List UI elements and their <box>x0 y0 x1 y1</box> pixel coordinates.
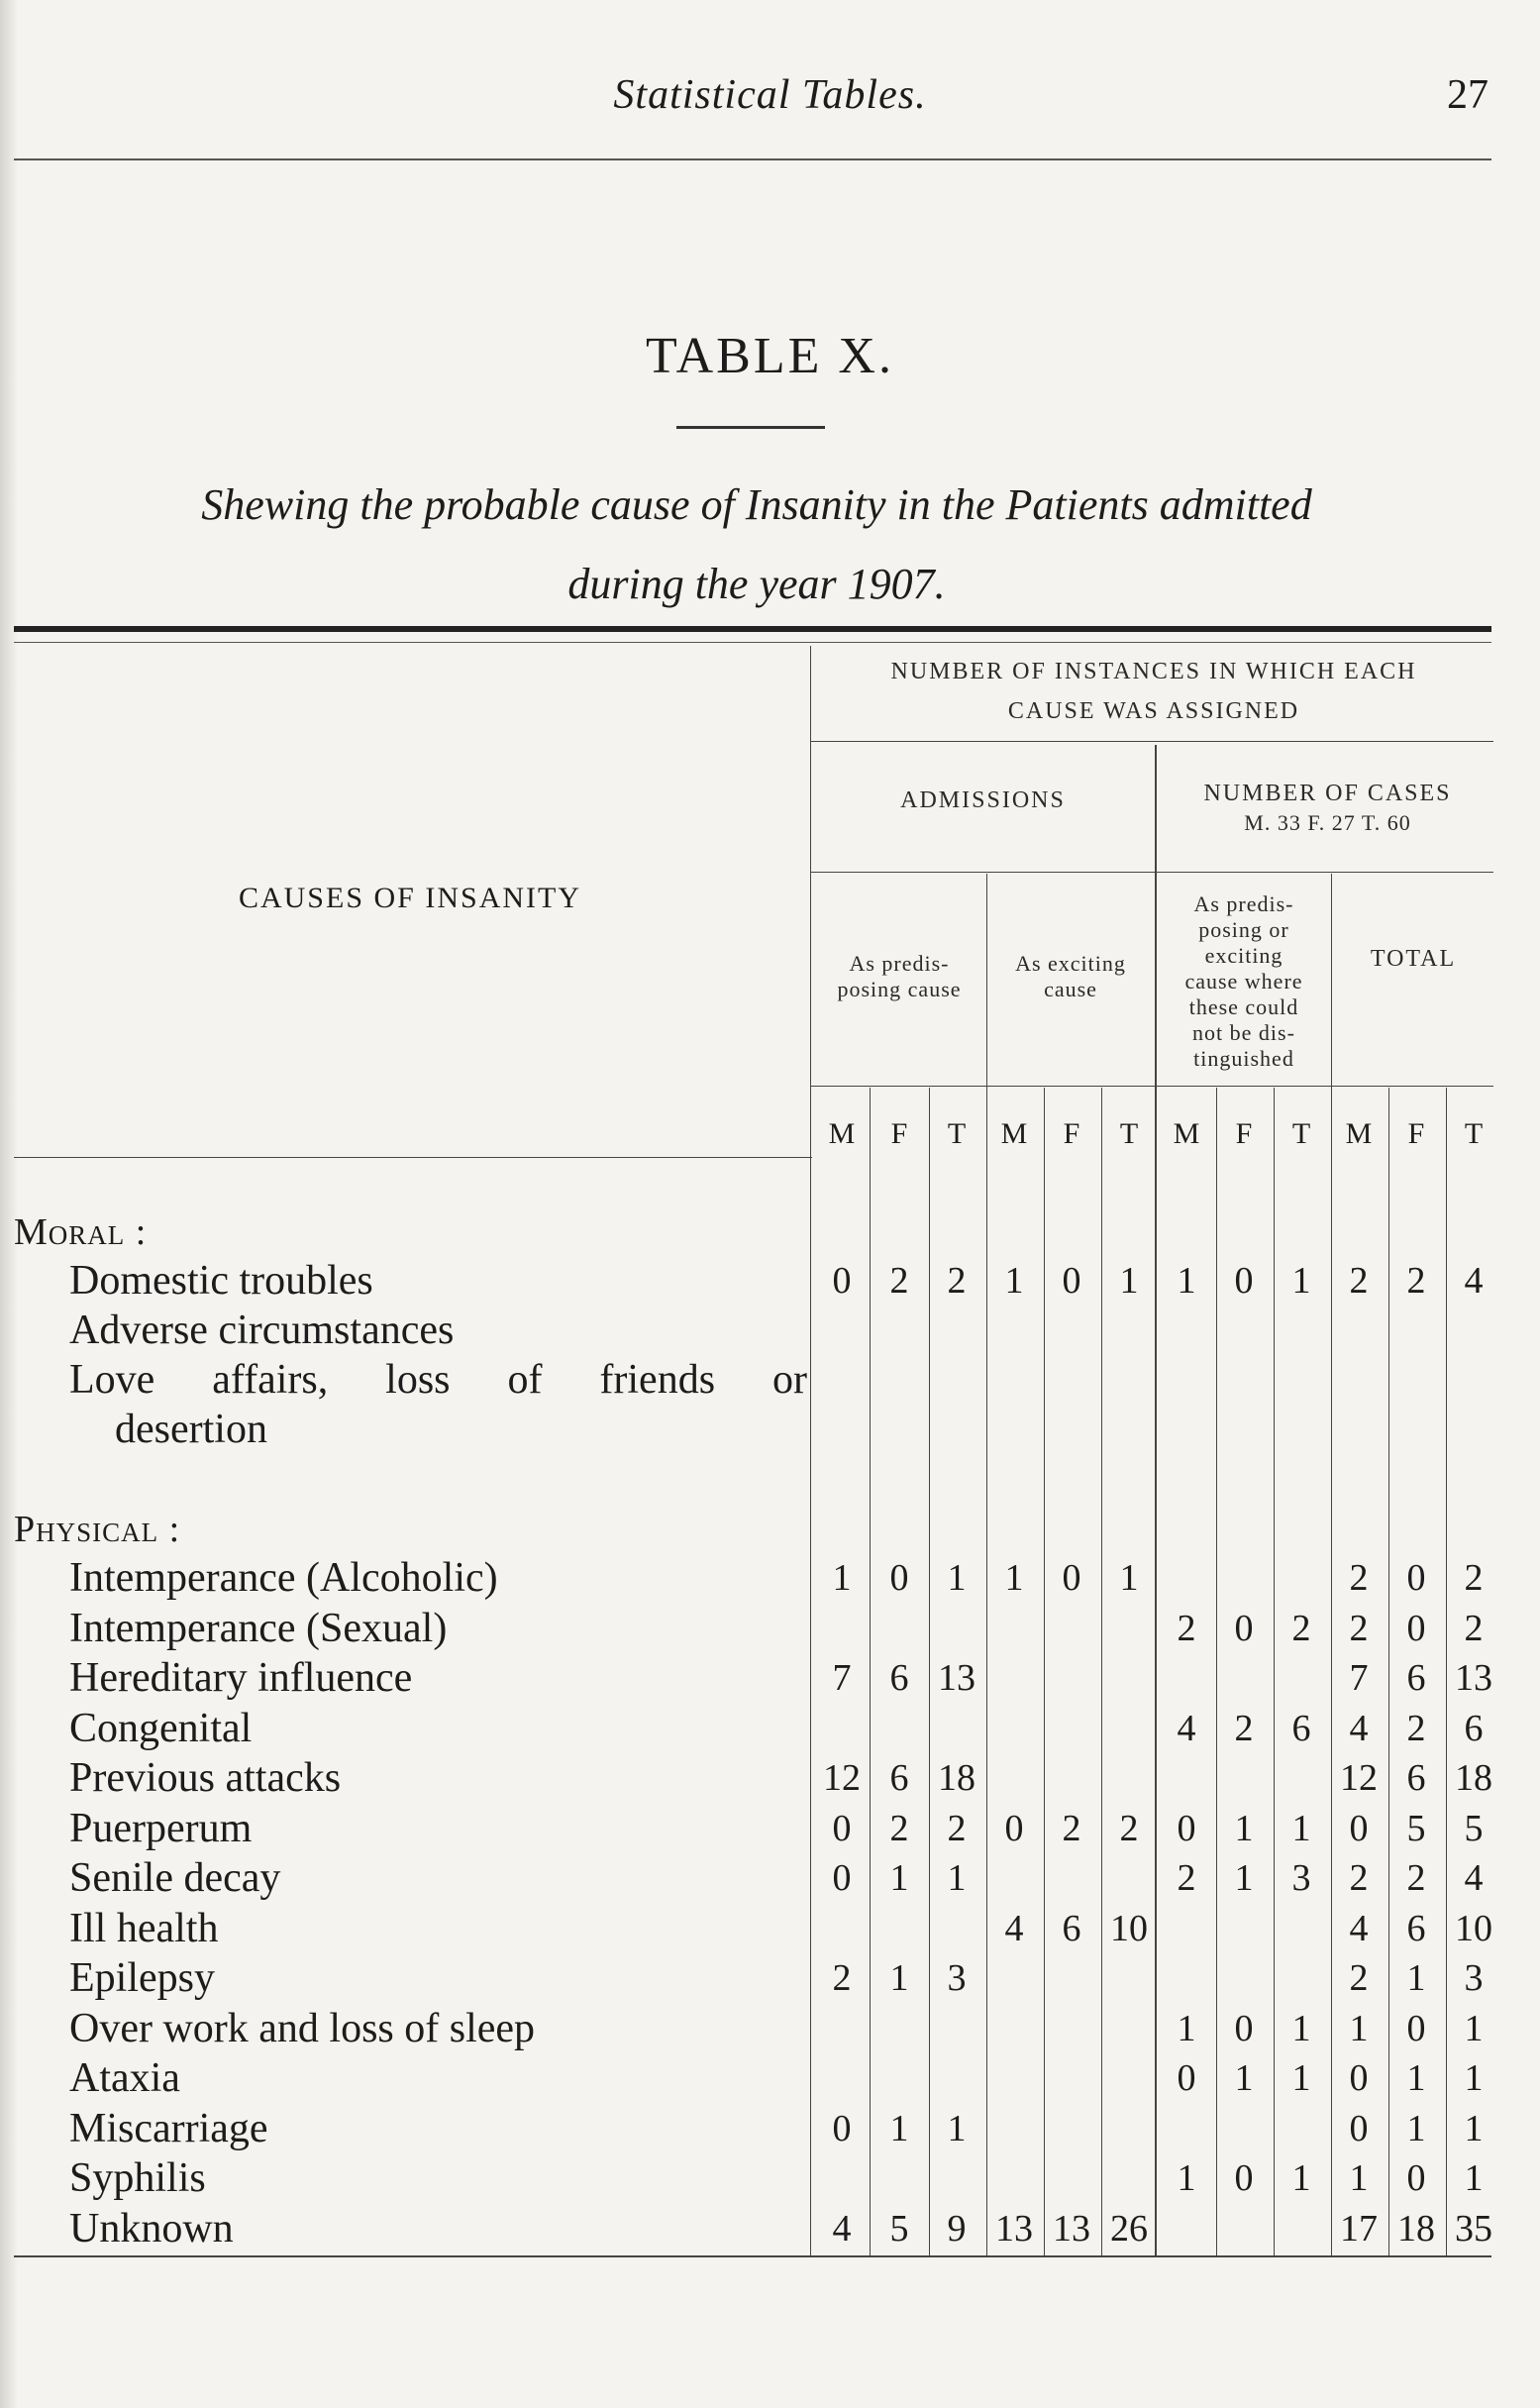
table-cell: 0 <box>1062 1557 1081 1599</box>
table-cell: 0 <box>832 1807 852 1849</box>
cause-label: Over work and loss of sleep <box>69 2005 536 2051</box>
undistinguished-header-line: not be dis- <box>1192 1020 1295 1045</box>
column-letter: M <box>828 1117 856 1150</box>
table-cell: 26 <box>1110 2207 1148 2250</box>
grid-line <box>810 1086 1493 1087</box>
table-cell: 1 <box>1464 2107 1484 2149</box>
table-cell: 1 <box>1464 2157 1484 2199</box>
table-subtitle <box>14 466 1499 624</box>
running-title: Statistical Tables. <box>613 72 927 118</box>
table-cell: 0 <box>1406 1557 1426 1599</box>
table-cell: 0 <box>1349 2057 1369 2099</box>
predisposing-header <box>812 951 986 1002</box>
table-cell: 6 <box>1406 1657 1426 1699</box>
table-cell: 4 <box>1464 1857 1484 1899</box>
title-rule <box>676 426 825 429</box>
table-cell: 1 <box>1234 2057 1254 2099</box>
table-cell: 0 <box>1177 1807 1196 1849</box>
cause-label: Congenital <box>69 1705 253 1751</box>
table-cell: 0 <box>832 2107 852 2149</box>
table-cell: 35 <box>1455 2207 1492 2250</box>
predisposing-header-line: As predis- <box>849 951 950 976</box>
table-cell: 10 <box>1455 1907 1492 1949</box>
column-letter: T <box>1291 1117 1311 1150</box>
table-cell: 2 <box>1349 1857 1369 1899</box>
table-cell: 3 <box>947 1957 967 1999</box>
undistinguished-header-line: tinguished <box>1193 1046 1294 1071</box>
table-cell: 12 <box>1340 1757 1378 1799</box>
table-cell: 2 <box>1464 1557 1484 1599</box>
table-cell: 13 <box>938 1657 975 1699</box>
section-moral: Moral : <box>14 1211 148 1253</box>
cases-header-line-2: M. 33 F. 27 T. 60 <box>1244 810 1411 835</box>
table-cell: 3 <box>1464 1957 1484 1999</box>
column-letter: M <box>1173 1117 1200 1150</box>
table-cell: 0 <box>1406 2157 1426 2199</box>
grid-line <box>810 741 1493 742</box>
table-cell: 2 <box>1349 1607 1369 1649</box>
table-cell: 1 <box>947 1857 967 1899</box>
column-letter: T <box>947 1117 967 1150</box>
grid-line <box>810 872 1493 873</box>
cause-word: of <box>507 1357 543 1403</box>
subtitle-line-1: Shewing the probable cause of Insanity in the Patients admitted <box>201 480 1312 529</box>
table-cell: 1 <box>1349 2157 1369 2199</box>
table-cell: 2 <box>1464 1607 1484 1649</box>
column-letter: T <box>1464 1117 1484 1150</box>
cases-header-line-1: NUMBER OF CASES <box>1203 781 1452 806</box>
table-cell: 0 <box>1004 1807 1024 1849</box>
table-cell: 3 <box>1291 1857 1311 1899</box>
table-cell: 2 <box>1177 1857 1196 1899</box>
table-cell: 1 <box>1464 2057 1484 2099</box>
column-letter: F <box>1407 1117 1425 1150</box>
table-top-thin-rule <box>14 642 1491 643</box>
table-cell: 1 <box>1004 1557 1024 1599</box>
table-cell: 1 <box>1234 1807 1254 1849</box>
table-cell: 1 <box>1177 2157 1196 2199</box>
table-cell: 0 <box>1349 2107 1369 2149</box>
table-cell: 6 <box>1464 1707 1484 1749</box>
admissions-header: ADMISSIONS <box>900 787 1066 813</box>
table-cell: 2 <box>889 1260 909 1302</box>
table-cell: 4 <box>1177 1707 1196 1749</box>
table-cell: 6 <box>1406 1907 1426 1949</box>
column-letter: F <box>1063 1117 1080 1150</box>
cause-label: Epilepsy <box>69 1955 215 2001</box>
table-cell: 0 <box>1177 2057 1196 2099</box>
exciting-header-line: cause <box>1044 977 1097 1001</box>
cause-label: Domestic troubles <box>69 1258 373 1304</box>
page-number: 27 <box>1447 72 1489 118</box>
subtitle-line-2: during the year 1907. <box>567 560 946 608</box>
cause-word: loss <box>385 1357 451 1403</box>
table-cell: 2 <box>1291 1607 1311 1649</box>
table-cell: 2 <box>1406 1707 1426 1749</box>
table-cell: 2 <box>1119 1807 1139 1849</box>
table-cell: 1 <box>832 1557 852 1599</box>
table-bottom-rule <box>14 2255 1491 2257</box>
table-cell: 1 <box>1234 1857 1254 1899</box>
table-cell: 1 <box>889 1857 909 1899</box>
table-cell: 13 <box>1053 2207 1090 2250</box>
instances-header-line-1: NUMBER OF INSTANCES IN WHICH EACH <box>890 659 1417 684</box>
table-cell: 0 <box>1234 2007 1254 2049</box>
table-cell: 13 <box>1455 1657 1492 1699</box>
table-cell: 4 <box>1004 1907 1024 1949</box>
cause-label: Unknown <box>69 2205 234 2251</box>
section-physical: Physical : <box>14 1509 181 1550</box>
table-cell: 0 <box>1234 2157 1254 2199</box>
table-cell: 1 <box>1119 1557 1139 1599</box>
table-cell: 6 <box>1291 1707 1311 1749</box>
table-cell: 1 <box>947 1557 967 1599</box>
table-cell: 10 <box>1110 1907 1148 1949</box>
table-cell: 0 <box>1349 1807 1369 1849</box>
cause-label: Ill health <box>69 1905 219 1951</box>
table-cell: 18 <box>1455 1757 1492 1799</box>
undistinguished-header-line: exciting <box>1204 943 1283 968</box>
table-cell: 1 <box>1406 2057 1426 2099</box>
table-cell: 0 <box>832 1857 852 1899</box>
table-cell: 4 <box>1349 1907 1369 1949</box>
table-cell: 2 <box>1062 1807 1081 1849</box>
instances-header-line-2: CAUSE WAS ASSIGNED <box>1007 698 1300 724</box>
table-cell: 2 <box>1234 1707 1254 1749</box>
table-cell: 0 <box>1406 1607 1426 1649</box>
cause-line <box>69 1355 807 1405</box>
table-cell: 0 <box>889 1557 909 1599</box>
cause-label: Senile decay <box>69 1855 281 1901</box>
undistinguished-header-line: these could <box>1188 995 1299 1019</box>
table-cell: 0 <box>1406 2007 1426 2049</box>
table-cell: 1 <box>889 1957 909 1999</box>
cause-word: Love <box>69 1357 155 1403</box>
table-cell: 1 <box>1464 2007 1484 2049</box>
exciting-header-line: As exciting <box>1015 951 1126 976</box>
cause-label: Miscarriage <box>69 2105 268 2151</box>
table-cell: 1 <box>947 2107 967 2149</box>
table-cell: 1 <box>1291 1807 1311 1849</box>
table-cell: 2 <box>947 1807 967 1849</box>
table-cell: 5 <box>1464 1807 1484 1849</box>
header-rule <box>14 158 1491 160</box>
table-cell: 9 <box>947 2207 967 2250</box>
column-letter: T <box>1119 1117 1139 1150</box>
table-top-thick-rule <box>14 626 1491 632</box>
table-cell: 1 <box>1406 2107 1426 2149</box>
cause-label: Hereditary influence <box>69 1655 413 1701</box>
undistinguished-header-line: posing or <box>1198 917 1289 942</box>
cause-line: desertion <box>115 1407 267 1452</box>
table-cell: 18 <box>938 1757 975 1799</box>
undistinguished-header-line: cause where <box>1184 969 1303 994</box>
cause-word: friends <box>599 1357 716 1403</box>
table-cell: 2 <box>947 1260 967 1302</box>
table-cell: 0 <box>1234 1607 1254 1649</box>
table-cell: 1 <box>1406 1957 1426 1999</box>
table-cell: 2 <box>1349 1957 1369 1999</box>
table-cell: 2 <box>1406 1857 1426 1899</box>
table-cell: 2 <box>889 1807 909 1849</box>
table-cell: 1 <box>1177 1260 1196 1302</box>
table-cell: 2 <box>1406 1260 1426 1302</box>
table-cell: 0 <box>1062 1260 1081 1302</box>
table-cell: 1 <box>1291 2057 1311 2099</box>
table-cell: 1 <box>1004 1260 1024 1302</box>
table-cell: 1 <box>889 2107 909 2149</box>
table-cell: 5 <box>889 2207 909 2250</box>
table-cell: 4 <box>832 2207 852 2250</box>
table-cell: 7 <box>832 1657 852 1699</box>
undistinguished-header <box>1157 891 1331 1072</box>
table-cell: 13 <box>995 2207 1033 2250</box>
cause-label: Ataxia <box>69 2055 180 2101</box>
table-cell: 5 <box>1406 1807 1426 1849</box>
table-cell: 0 <box>1234 1260 1254 1302</box>
table-cell: 2 <box>1177 1607 1196 1649</box>
cause-label: Intemperance (Sexual) <box>69 1605 448 1651</box>
table-cell: 2 <box>1349 1557 1369 1599</box>
table-cell: 1 <box>1291 2007 1311 2049</box>
exciting-header <box>986 951 1155 1002</box>
column-letter: M <box>1000 1117 1028 1150</box>
table-cell: 7 <box>1349 1657 1369 1699</box>
table-cell: 1 <box>1349 2007 1369 2049</box>
table-cell: 6 <box>1062 1907 1081 1949</box>
column-letter: F <box>890 1117 908 1150</box>
cause-word: affairs, <box>212 1357 329 1403</box>
cause-label: Previous attacks <box>69 1755 342 1801</box>
predisposing-header-line: posing cause <box>837 977 962 1001</box>
running-head <box>0 71 1540 131</box>
table-cell: 0 <box>832 1260 852 1302</box>
cause-label: Puerperum <box>69 1805 253 1851</box>
table-cell: 17 <box>1340 2207 1378 2250</box>
column-letter: M <box>1345 1117 1373 1150</box>
table-cell: 2 <box>1349 1260 1369 1302</box>
table-cell: 6 <box>889 1657 909 1699</box>
cause-label-love-affairs <box>69 1355 807 1454</box>
table-cell: 1 <box>1291 2157 1311 2199</box>
column-letter: F <box>1235 1117 1253 1150</box>
undistinguished-header-line: As predis- <box>1193 891 1294 916</box>
cause-label: Intemperance (Alcoholic) <box>69 1555 498 1601</box>
table-cell: 4 <box>1464 1260 1484 1302</box>
table-cell: 6 <box>1406 1757 1426 1799</box>
table-cell: 12 <box>823 1757 861 1799</box>
table-cell: 18 <box>1397 2207 1435 2250</box>
table-cell: 6 <box>889 1757 909 1799</box>
table-cell: 1 <box>1119 1260 1139 1302</box>
cause-label: Syphilis <box>69 2155 206 2201</box>
table-cell: 1 <box>1291 1260 1311 1302</box>
grid-line <box>810 646 811 2255</box>
total-header: TOTAL <box>1370 946 1457 972</box>
cause-word: or <box>771 1357 807 1403</box>
grid-line <box>14 1157 812 1158</box>
grid-line <box>1155 745 1157 2255</box>
grid-line <box>870 1088 871 2255</box>
table-cell: 4 <box>1349 1707 1369 1749</box>
table-cell: 1 <box>1177 2007 1196 2049</box>
table-cell: 2 <box>832 1957 852 1999</box>
cause-label: Adverse circumstances <box>69 1308 455 1353</box>
causes-header: CAUSES OF INSANITY <box>238 882 582 914</box>
table-title: TABLE X. <box>646 328 894 384</box>
